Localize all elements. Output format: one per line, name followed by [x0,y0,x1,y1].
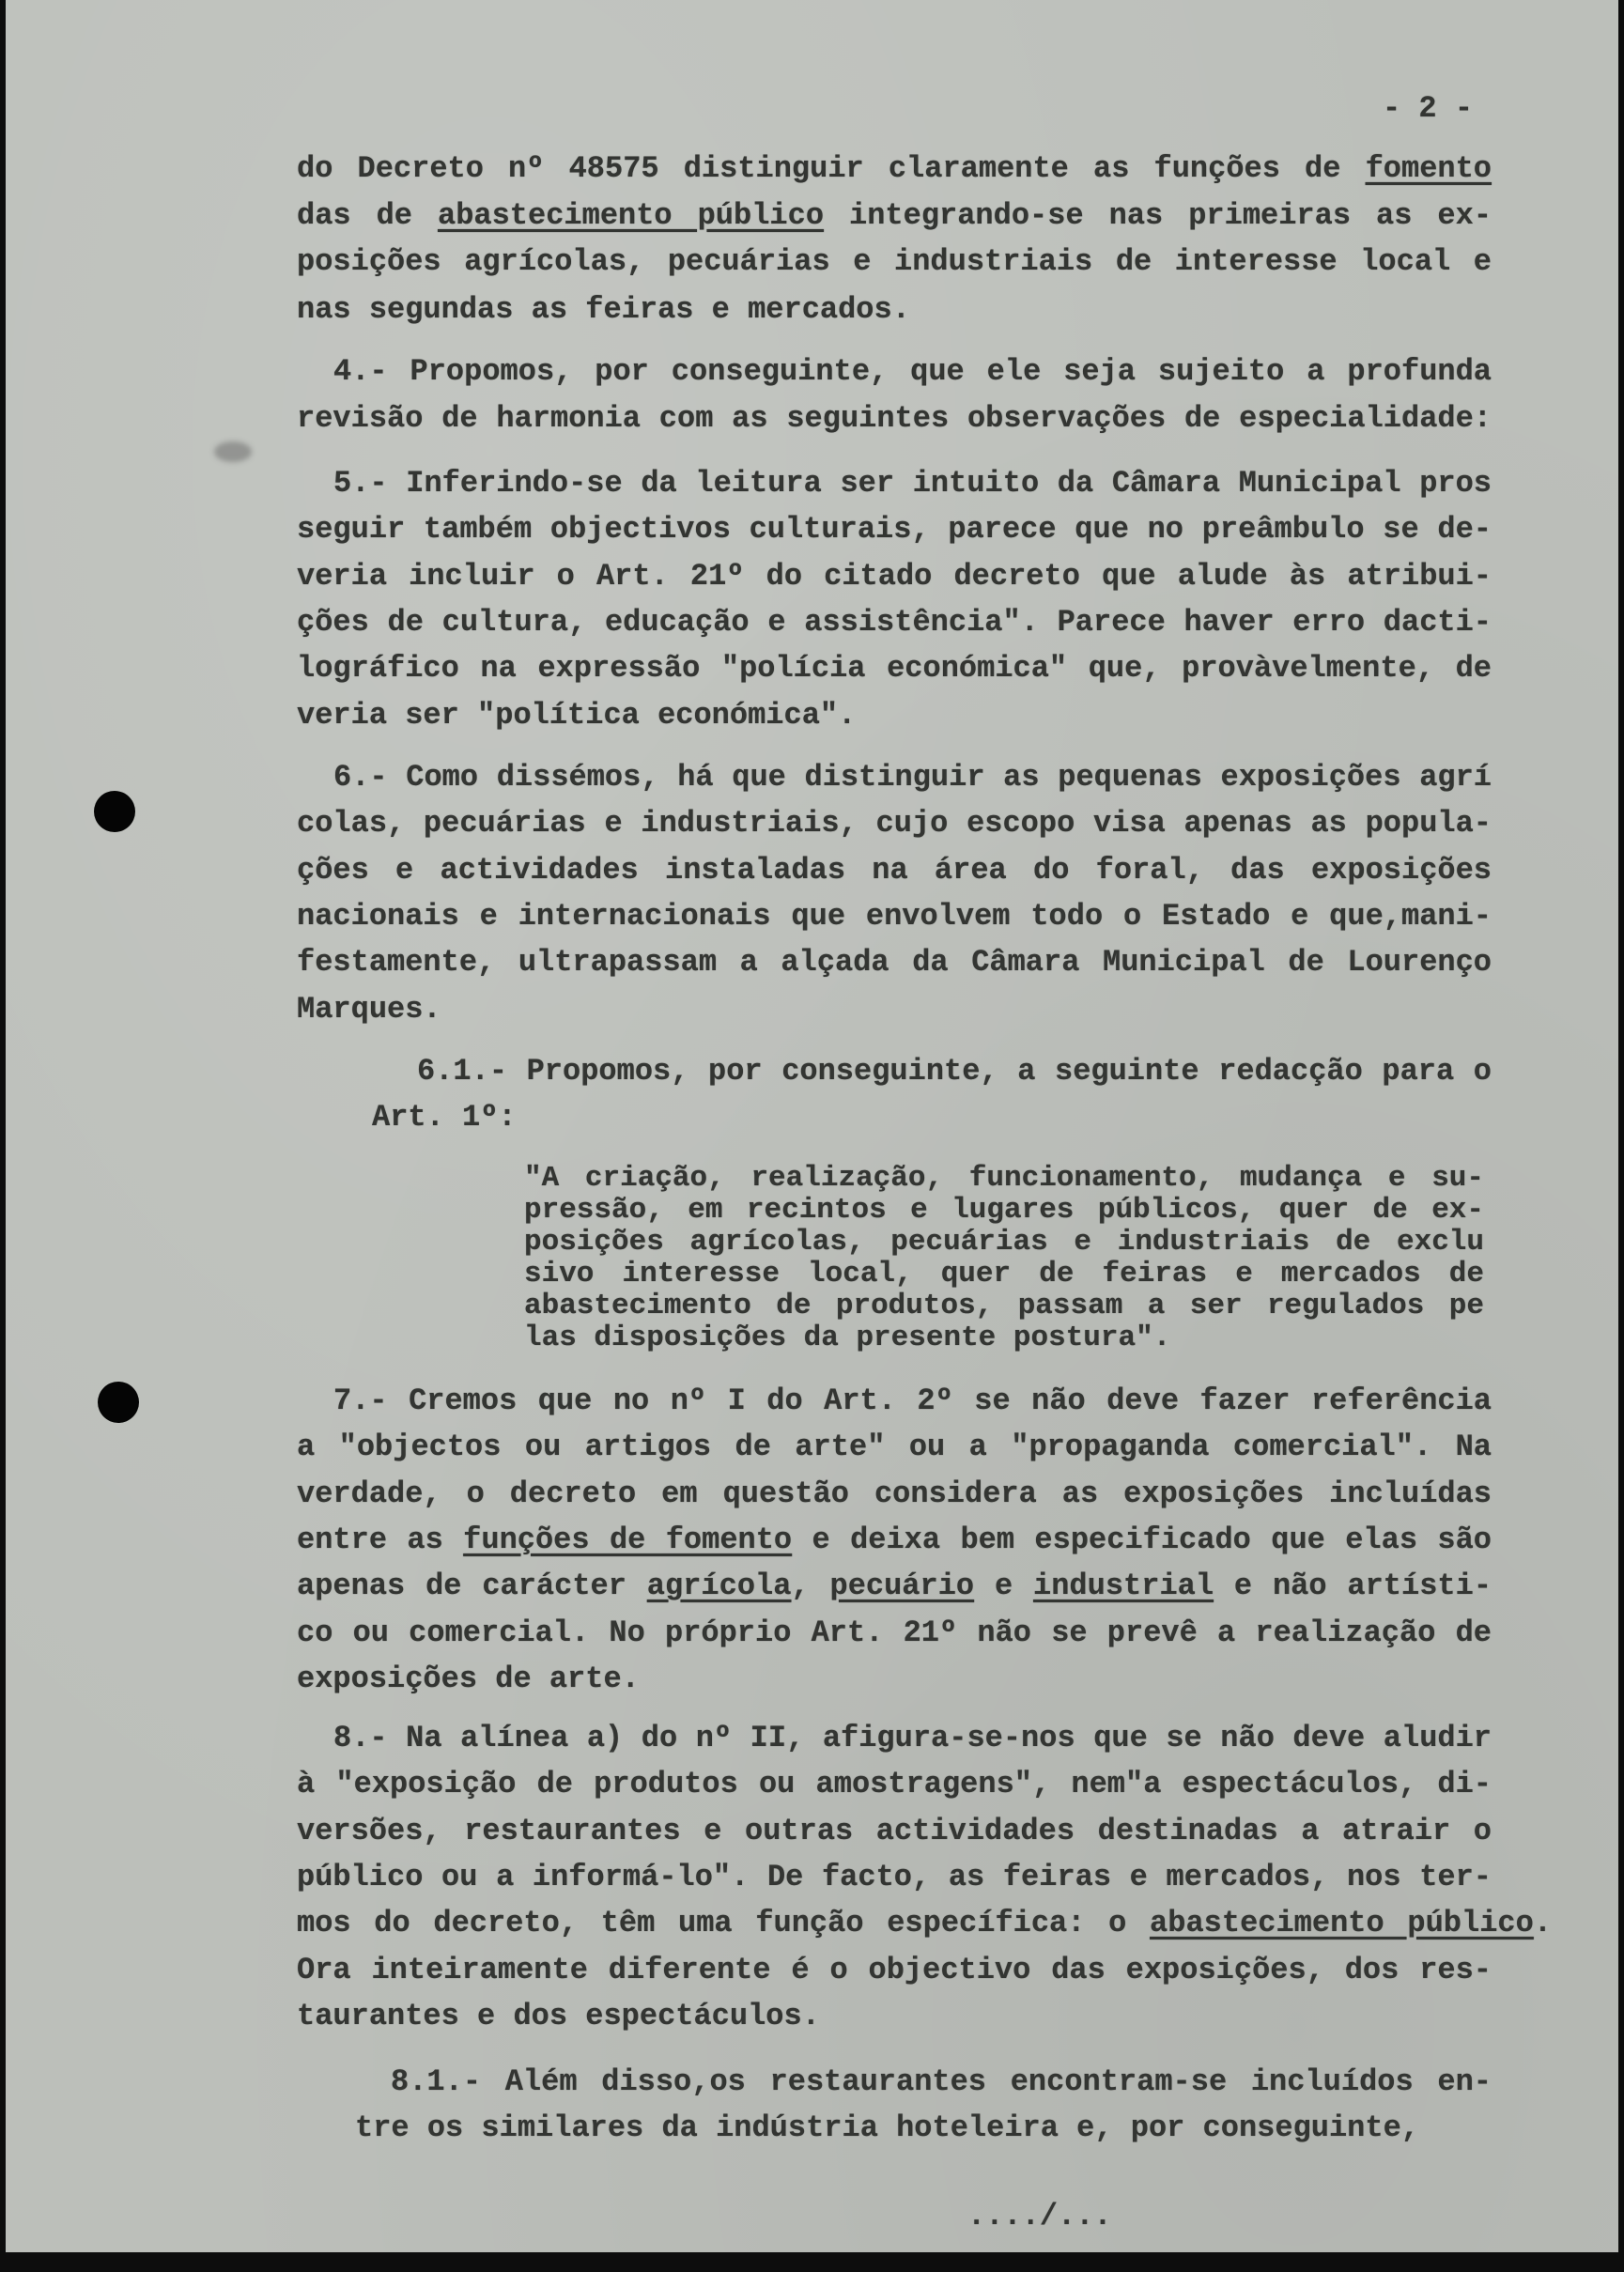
text-line [297,991,441,1028]
quoted-text-line [524,1195,1484,1227]
text-segment: taurantes e dos espectáculos. [297,1999,820,2033]
text-segment: à "exposição de produtos ou amostragens", nem"a espectáculos, di- [297,1767,1492,1801]
text-line [297,1429,1492,1466]
text-line [297,400,1492,438]
underlined-text: abastecimento público [437,198,825,233]
text-segment: revisão de harmonia com as seguintes observações de especialidade: [297,401,1492,436]
text-line [297,243,1492,281]
text-line [372,1099,517,1136]
punch-hole [94,791,135,832]
text-line [297,1952,1492,1989]
text-segment: mos do decreto, têm uma função específica: o [297,1906,1151,1940]
text-line [297,697,856,734]
underlined-text: abastecimento público [1150,1906,1534,1940]
text-line [355,2110,1419,2147]
text-segment: do Decreto nº 48575 distinguir claramente as funções de [297,151,1366,186]
text-line [297,1766,1492,1803]
text-segment: tre os similares da indústria hoteleira e, por conseguinte, [355,2110,1419,2145]
text-line [391,2063,1492,2101]
text-segment: nacionais e internacionais que envolvem todo o Estado e que,mani- [297,899,1492,934]
text-line [297,291,910,329]
ink-smudge [214,441,252,462]
text-line [297,944,1492,981]
text-line [417,1053,1492,1090]
text-line [333,1720,1492,1757]
underlined-text: fomento [1365,151,1492,186]
text-line [297,1905,1552,1942]
text-line [297,1859,1492,1896]
text-segment: las disposições da presente postura". [524,1321,1171,1354]
text-segment: Marques. [297,992,441,1027]
text-segment: exposições de arte. [297,1661,640,1696]
punch-hole [98,1382,139,1423]
text-segment: 7.- Cremos que no nº I do Art. 2º se não deve fazer referência [333,1383,1492,1418]
text-segment: e não artísti- [1214,1569,1493,1603]
text-segment: e deixa bem especificado que elas são [792,1522,1493,1557]
text-segment: ções de cultura, educação e assistência". Parece haver erro dacti- [297,605,1492,640]
text-line [297,1476,1492,1513]
quoted-text-line [524,1322,1170,1354]
text-line [297,852,1492,889]
text-segment: verdade, o decreto em questão considera as exposições incluídas [297,1476,1492,1511]
text-segment: abastecimento de produtos, passam a ser regulados pe [524,1290,1484,1322]
text-segment: entre as [297,1522,464,1557]
text-line [333,1383,1492,1420]
text-segment: público ou a informá-lo". De facto, as feiras e mercados, nos ter- [297,1860,1492,1894]
text-segment: a "objectos ou artigos de arte" ou a "propaganda comercial". Na [297,1430,1492,1464]
text-segment: . [1533,1906,1553,1940]
text-line [297,1522,1492,1559]
text-line [297,558,1492,595]
underlined-text: industrial [1033,1569,1214,1603]
text-segment: integrando-se nas primeiras as ex- [824,198,1493,233]
text-line [333,353,1492,391]
text-segment: veria ser "política económica". [297,698,857,733]
text-line [297,150,1492,188]
text-segment: 6.- Como dissémos, há que distinguir as pequenas exposições agrí [333,760,1492,795]
text-segment: pressão, em recintos e lugares públicos, quer de ex- [524,1194,1484,1227]
text-segment: 8.1.- Além disso,os restaurantes encontram-se incluídos en- [391,2064,1492,2099]
text-segment: 5.- Inferindo-se da leitura ser intuito da Câmara Municipal pros [333,466,1492,501]
quoted-text-line [524,1227,1484,1259]
quoted-text-line [524,1163,1484,1195]
text-segment: posições agrícolas, pecuárias e industriais de exclu [524,1226,1484,1259]
text-line [333,465,1492,502]
text-line [297,1568,1492,1605]
text-segment: lográfico na expressão "polícia económica" que, provàvelmente, de [297,651,1492,686]
text-segment: seguir também objectivos culturais, parece que no preâmbulo se de- [297,512,1492,547]
text-segment: das de [297,198,438,233]
text-line [297,650,1492,688]
text-line [333,759,1492,796]
page-number: - 2 - [1383,91,1474,126]
text-line [297,898,1492,935]
text-segment: nas segundas as feiras e mercados. [297,292,910,327]
quoted-text-line [524,1259,1484,1291]
text-line [297,1661,640,1698]
text-segment: Art. 1º: [372,1100,517,1135]
text-line [297,604,1492,641]
text-line [297,197,1492,235]
text-segment: apenas de carácter [297,1569,647,1603]
underlined-text: pecuário [829,1569,975,1603]
text-line [297,1813,1492,1850]
text-segment: veria incluir o Art. 21º do citado decreto que alude às atribui- [297,559,1492,594]
text-segment: , [791,1569,830,1603]
text-segment: co ou comercial. No próprio Art. 21º não se prevê a realização de [297,1615,1492,1650]
text-segment: Ora inteiramente diferente é o objectivo das exposições, dos res- [297,1953,1492,1987]
document-page [6,0,1618,2252]
text-segment: ções e actividades instaladas na área do foral, das exposições [297,853,1492,888]
text-segment: festamente, ultrapassam a alçada da Câmara Municipal de Lourenço [297,945,1492,980]
text-segment: versões, restaurantes e outras actividades destinadas a atrair o [297,1814,1492,1848]
text-line [297,805,1492,842]
text-segment: "A criação, realização, funcionamento, mudança e su- [524,1162,1484,1195]
quoted-text-line [524,1291,1484,1322]
text-segment: colas, pecuárias e industriais, cujo escopo visa apenas as popula- [297,806,1492,841]
text-segment: e [974,1569,1034,1603]
text-segment: 8.- Na alínea a) do nº II, afigura-se-nos que se não deve aludir [333,1721,1492,1755]
text-segment: 6.1.- Propomos, por conseguinte, a seguinte redacção para o [417,1054,1492,1089]
text-segment: sivo interesse local, quer de feiras e mercados de [524,1258,1484,1291]
text-line [297,511,1492,549]
text-segment: posições agrícolas, pecuárias e industriais de interesse local e [297,244,1492,279]
text-segment: 4.- Propomos, por conseguinte, que ele seja sujeito a profunda [333,354,1492,389]
underlined-text: agrícola [646,1569,792,1603]
underlined-text: funções de fomento [463,1522,793,1557]
text-line [297,1615,1492,1652]
continuation-mark: ..../... [967,2199,1112,2233]
text-line [297,1998,820,2035]
